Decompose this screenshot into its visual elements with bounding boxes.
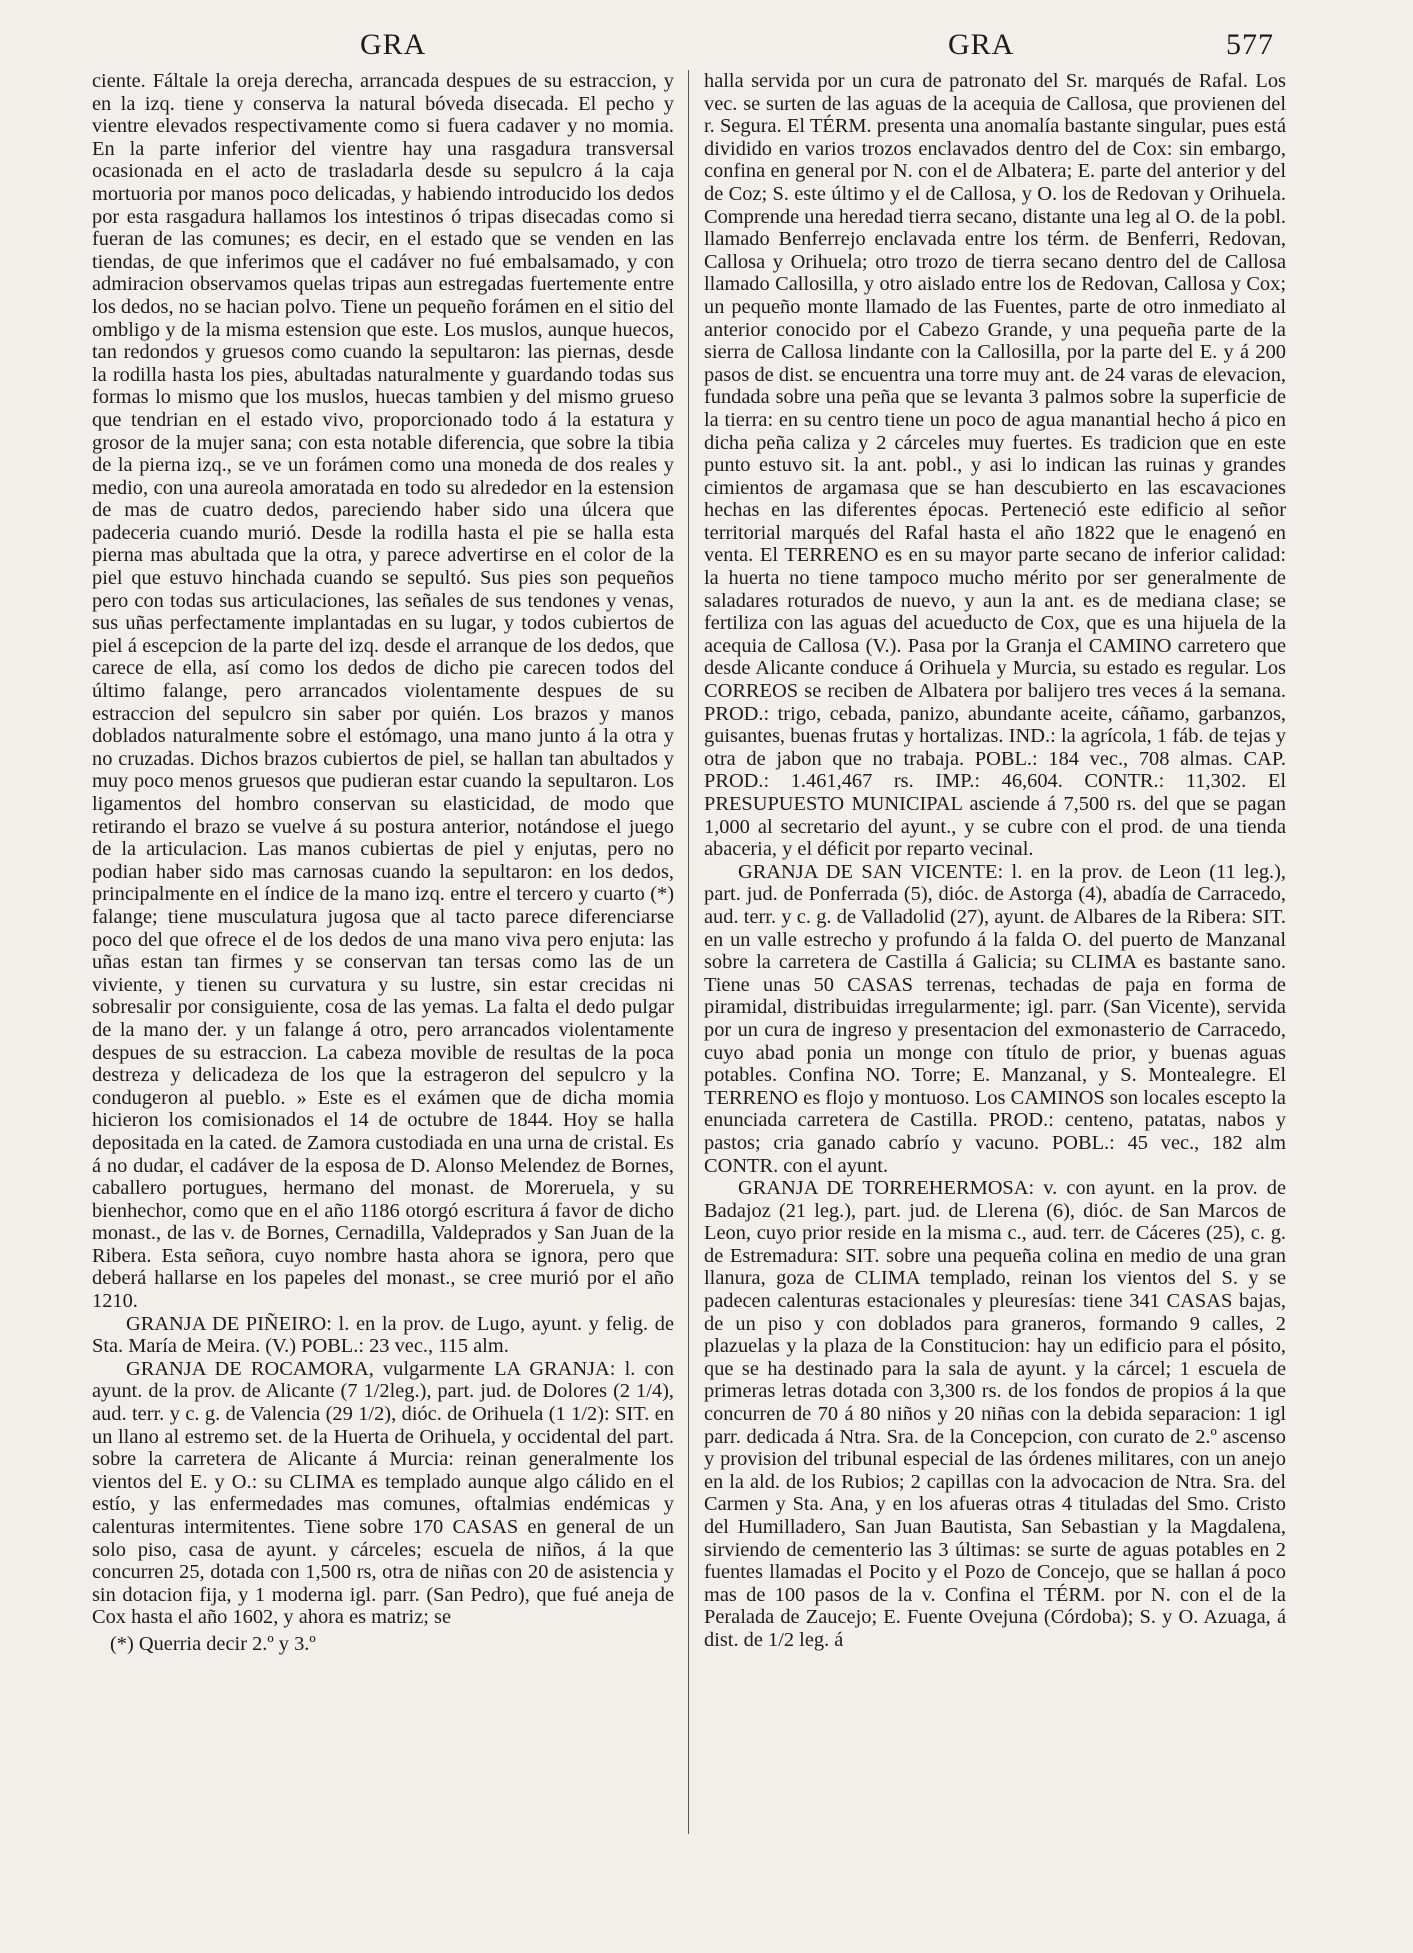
running-head-right: GRA [948,28,1015,61]
right-column [704,70,1286,1652]
page-number: 577 [1226,28,1274,61]
footnote: (*) Querria decir 2.º y 3.º [110,1632,316,1655]
entry-continuation: ciente. Fáltale la oreja derecha, arrancada despues de su estraccion, y en la izq. tiene y conserva la natural bóveda disecada. El pecho y vientre elevados respectivamente como si fuera cadaver y no momia. En la parte inferior del vientre hay una rasgadura transversal ocasionada en el acto de trasladarla desde su sepulcro á la caja mortuoria por manos poco delicadas, y habiendo introducido los dedos por esta rasgadura hallamos los intestinos ó tripas disecadas como si fueran de las comunes; es decir, en el estado que se venden en las tiendas, de que inferimos que el cadáver no fué embalsamado, y con admiracion observamos quelas tripas aun estregadas fuertemente entre los dedos, no se hacian polvo. Tiene un pequeño forámen en el sitio del ombligo y de la misma estension que este. Los muslos, aunque huecos, tan redondos y gruesos como cuando la sepultaron: las piernas, desde la rodilla hasta los pies, abultadas naturalmente y guardando todas sus formas lo mismo que los muslos, huecas tambien y del mismo grueso que tendrian en el estado vivo, proporcionado todo á la estatura y grosor de la mujer sana; con esta notable diferencia, que sobre la tibia de la pierna izq., se ve un forámen como una moneda de dos reales y medio, con una aureola amoratada en todo su alrededor en la estension de mas de cuatro dedos, pareciendo haber sido una úlcera que padeceria cuando murió. Desde la rodilla hasta el pie se halla esta pierna mas abultada que la otra, y parece advertirse en el color de la piel que estuvo hinchada cuando se sepultó. Sus pies son pequeños pero con todas sus articulaciones, las señales de sus tendones y venas, sus uñas perfectamente implantadas en su lugar, y todos cubiertos de piel á escepcion de la parte del izq. desde el arranque de los dedos, que carece de ella, así como los dedos de dicho pie carecen todos del último falange, pero arrancados violentamente despues de su estraccion del sepulcro sin saber por quién. Los brazos y manos doblados naturalmente sobre el estómago, una mano junto á la otra y no cruzadas. Dichos brazos cubiertos de piel, se hallan tan abultados y muy poco menos gruesos que pudieran estar cuando la sepultaron. Los ligamentos del hombro conservan su elasticidad, de modo que retirando el brazo se vuelve á su postura anterior, notándose el juego de la articulacion. Las manos cubiertas de piel y enjutas, pero no podian haber sido mas carnosas cuando la sepultaron: en los dedos, principalmente en el índice de la mano izq. entre el tercero y cuarto (*) falange; tiene musculatura jugosa que al tacto parece diferenciarse poco del que ofrece el de los dedos de una mano viva pero enjuta: las uñas estan tan firmes y se conservan tan tersas como las de un viviente, y tienen su curvatura y su lustre, sin estar crecidas ni sobresalir por consiguiente, cosa de las yemas. La falta el dedo pulgar de la mano der. y un falange á otro, pero arrancados violentamente despues de su estraccion. La cabeza movible de resultas de la poca destreza y delicadeza de los que la estrageron del sepulcro y la condugeron al pueblo. » Este es el exámen que de dicha momia hicieron los comisionados el 14 de octubre de 1844. Hoy se halla depositada en la cated. de Zamora custodiada en una urna de cristal. Es á no dudar, el cadáver de la esposa de D. Alonso Melendez de Bornes, caballero portugues, hermano del monast. de Moreruela, y su bienhechor, como que en el año 1186 otorgó escritura á favor de dicho monast., de las v. de Bornes, Cernadilla, Valdeprados y San Juan de la Ribera. Esta señora, cuyo nombre hasta ahora se ignora, pero que deberá hallarse en los papeles del monast., se cree murió por el año 1210. [92,70,674,1313]
entry-granja-de-rocamora: GRANJA DE ROCAMORA, vulgarmente LA GRANJA: l. con ayunt. de la prov. de Alicante (7 1/2leg.), part. jud. de Dolores (2 1/4), aud. terr. y c. g. de Valencia (29 1/2), dióc. de Orihuela (1 1/2): SIT. en un llano al estremo set. de la Huerta de Orihuela, y occidental del part. sobre la carretera de Alicante á Murcia: reinan generalmente los vientos del E. y O.: su CLIMA es templado aunque algo cálido en el estío, y las enfermedades mas comunes, oftalmias endémicas y calenturas intermitentes. Tiene sobre 170 CASAS en general de un solo piso, casa de ayunt. y cárceles; escuela de niños, á la que concurren 25, dotada con 1,500 rs, otra de niñas con 20 de asistencia y sin dotacion fija, y 1 moderna igl. parr. (San Pedro), que fué aneja de Cox hasta el año 1602, y ahora es matriz; se [92,1357,674,1629]
entry-granja-de-torrehermosa: GRANJA DE TORREHERMOSA: v. con ayunt. en la prov. de Badajoz (21 leg.), part. jud. de Llerena (6), dióc. de San Marcos de Leon, cuyo prior reside en la misma c., aud. terr. de Cáceres (25), c. g. de Estremadura: SIT. sobre una pequeña colina en medio de una gran llanura, goza de CLIMA templado, reinan los vientos del S. y se padecen calenturas estacionales y pleuresías: tiene 341 CASAS bajas, de un piso y con doblados para graneros, formando 9 calles, 2 plazuelas y la plaza de la Constitucion: hay un edificio para el pósito, que se ha destinado para la sala de ayunt. y la cárcel; 1 escuela de primeras letras dotada con 3,300 rs. de los fondos de propios á la que concurren de 70 á 80 niños y 20 niñas con la debida separacion: 1 igl parr. dedicada á Ntra. Sra. de la Concepcion, con curato de 2.º ascenso y provision del tribunal especial de las órdenes militares, con un anejo en la ald. de los Rubios; 2 capillas con la advocacion de Ntra. Sra. del Carmen y Sta. Ana, y en los afueras otras 4 tituladas del Smo. Cristo del Humilladero, San Juan Bautista, San Sebastian y la Magdalena, sirviendo de cementerio las 3 últimas: se surte de aguas potables en 2 fuentes llamadas el Pocito y el Pozo de Concejo, que se hallan á poco mas de 100 pasos de la v. Confina el TÉRM. por N. con el de la Peralada de Zaucejo; E. Fuente Ovejuna (Córdoba); S. y O. Azuaga, á dist. de 1/2 leg. á [704,1177,1286,1651]
running-head-left: GRA [360,28,427,61]
column-divider [688,70,689,1834]
left-column [92,70,674,1656]
entry-continuation-rocamora: halla servida por un cura de patronato del Sr. marqués de Rafal. Los vec. se surten de las aguas de la acequia de Callosa, que provienen del r. Segura. El TÉRM. presenta una anomalía bastante singular, pues está dividido en varios trozos enclavados dentro del de Cox: sin embargo, confina en general por N. con el de Albatera; E. parte del anterior y del de Coz; S. este último y el de Callosa, y O. los de Redovan y Orihuela. Comprende una heredad tierra secano, distante una leg al O. de la pobl. llamado Benferrejo enclavada entre los térm. de Benferri, Redovan, Callosa y Orihuela; otro trozo de tierra secano dentro del de Callosa llamado Callosilla, y otro aislado entre los de Redovan, Callosa y Cox; un pequeño monte llamado de las Fuentes, parte de otro inmediato al anterior conocido por el Cabezo Grande, y una pequeña parte de la sierra de Callosa lindante con la Callosilla, por la parte del E. y á 200 pasos de dist. se encuentra una torre muy ant. de 24 varas de elevacion, fundada sobre una peña que se levanta 3 palmos sobre la superficie de la tierra: en su centro tiene un poco de agua manantial hecho á pico en dicha peña caliza y 2 cárceles muy fuertes. Es tradicion que en este punto estuvo sit. la ant. pobl., y asi lo indican las ruinas y grandes cimientos de argamasa que se han descubierto en las escavaciones hechas en las diferentes épocas. Perteneció este edificio al señor territorial marqués del Rafal hasta el año 1822 que le enagenó en venta. El TERRENO es en su mayor parte secano de inferior calidad: la huerta no tiene tampoco mucho mérito por ser generalmente de saladares roturados de nuevo, y aun la ant. es de mediana clase; se fertiliza con las aguas del acueducto de Cox, que es una hijuela de la acequia de Callosa (V.). Pasa por la Granja el CAMINO carretero que desde Alicante conduce á Orihuela y Murcia, su estado es regular. Los CORREOS se reciben de Albatera por balijero tres veces á la semana. PROD.: trigo, cebada, panizo, abundante aceite, cáñamo, garbanzos, guisantes, buenas frutas y hortalizas. IND.: la agrícola, 1 fáb. de tejas y otra de jabon que no trabaja. POBL.: 184 vec., 708 almas. CAP. PROD.: 1.461,467 rs. IMP.: 46,604. CONTR.: 11,302. El PRESUPUESTO MUNICIPAL asciende á 7,500 rs. del que se pagan 1,000 al secretario del ayunt., y se cubre con el prod. de una tienda abaceria, y el déficit por reparto vecinal. [704,70,1286,861]
entry-granja-de-pineiro: GRANJA DE PIÑEIRO: l. en la prov. de Lugo, ayunt. y felig. de Sta. María de Meira. (V.) POBL.: 23 vec., 115 alm. [92,1312,674,1358]
entry-granja-de-san-vicente: GRANJA DE SAN VICENTE: l. en la prov. de Leon (11 leg.), part. jud. de Ponferrada (5), dióc. de Astorga (4), abadía de Carracedo, aud. terr. y c. g. de Valladolid (27), ayunt. de Albares de la Ribera: SIT. en un valle estrecho y profundo á la falda O. del puerto de Manzanal sobre la carretera de Castilla á Galicia; su CLIMA es bastante sano. Tiene unas 50 CASAS terrenas, techadas de paja en forma de piramidal, distribuidas irregularmente; igl. parr. (San Vicente), servida por un cura de ingreso y presentacion del exmonasterio de Carracedo, cuyo abad ponia un monge con título de prior, y buenas aguas potables. Confina NO. Torre; E. Manzanal, y S. Montealegre. El TERRENO es flojo y montuoso. Los CAMINOS son locales escepto la enunciada carretera de Castilla. PROD.: centeno, patatas, nabos y pastos; cria ganado cabrío y vacuno. POBL.: 45 vec., 182 alm CONTR. con el ayunt. [704,860,1286,1177]
